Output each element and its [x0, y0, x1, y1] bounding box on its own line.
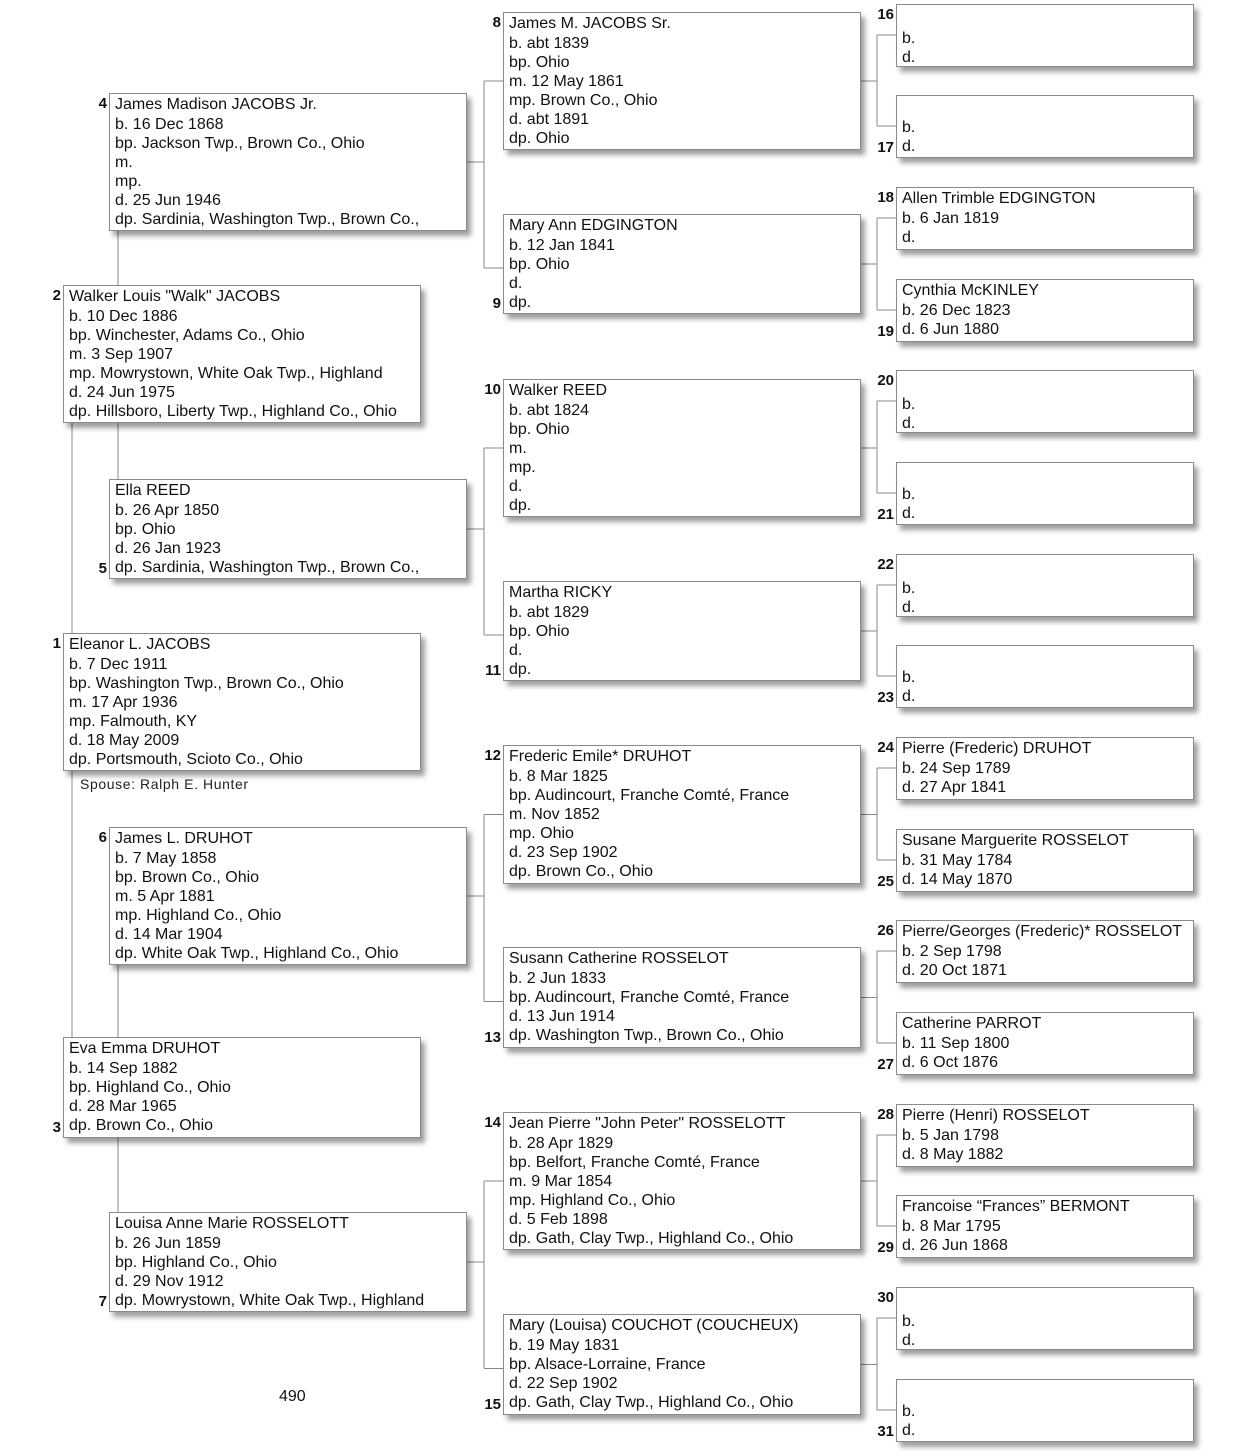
person-name: Frederic Emile* DRUHOT — [509, 748, 692, 765]
person-name: Louisa Anne Marie ROSSELOTT — [115, 1215, 349, 1232]
person-name: Walker Louis "Walk" JACOBS — [69, 288, 281, 305]
person-box-19 — [896, 279, 1194, 342]
person-box-13 — [503, 947, 861, 1048]
person-fact: d. 20 Oct 1871 — [902, 962, 1007, 979]
person-fact: mp. Highland Co., Ohio — [115, 907, 282, 924]
person-fact: d. abt 1891 — [509, 111, 590, 128]
person-fact: bp. Washington Twp., Brown Co., Ohio — [69, 675, 344, 692]
person-number: 30 — [877, 1289, 894, 1306]
person-number: 14 — [484, 1114, 501, 1131]
person-fact: bp. Highland Co., Ohio — [69, 1079, 231, 1096]
person-fact: dp. — [509, 497, 532, 514]
person-fact: dp. Ohio — [509, 130, 570, 147]
person-number: 16 — [877, 6, 894, 23]
person-fact: d. 6 Oct 1876 — [902, 1054, 999, 1071]
person-box-21 — [896, 462, 1194, 525]
person-name: Susann Catherine ROSSELOT — [509, 950, 729, 967]
person-fact: b. 7 Dec 1911 — [69, 656, 168, 673]
person-fact: b. 5 Jan 1798 — [902, 1127, 999, 1144]
person-fact: dp. Gath, Clay Twp., Highland Co., Ohio — [509, 1230, 794, 1247]
person-number: 9 — [492, 295, 501, 312]
person-number: 5 — [98, 560, 107, 577]
person-box-14 — [503, 1112, 861, 1250]
person-fact: d. 6 Jun 1880 — [902, 321, 999, 338]
person-number: 22 — [877, 556, 894, 573]
person-number: 24 — [877, 739, 894, 756]
person-fact: d. 18 May 2009 — [69, 732, 180, 749]
person-number: 6 — [98, 829, 107, 846]
person-fact: d. — [509, 642, 523, 659]
person-box-4 — [109, 93, 467, 231]
person-fact: d. — [509, 478, 523, 495]
person-name: Pierre/Georges (Frederic)* ROSSELOT — [902, 923, 1183, 940]
person-fact: d. 28 Mar 1965 — [69, 1098, 177, 1115]
person-number: 2 — [52, 287, 61, 304]
person-box-27 — [896, 1012, 1194, 1075]
person-fact: dp. Brown Co., Ohio — [509, 863, 654, 880]
person-fact: b. 11 Sep 1800 — [902, 1035, 1010, 1052]
person-fact: dp. Brown Co., Ohio — [69, 1117, 214, 1134]
person-box-7 — [109, 1212, 467, 1312]
person-fact: d. 29 Nov 1912 — [115, 1273, 224, 1290]
person-box-15 — [503, 1314, 861, 1415]
person-fact: bp. Ohio — [509, 421, 570, 438]
person-fact: dp. Sardinia, Washington Twp., Brown Co., — [115, 211, 420, 228]
person-fact: d. — [509, 275, 523, 292]
person-fact: d. — [902, 229, 916, 246]
person-fact: b. 7 May 1858 — [115, 850, 217, 867]
person-name: James L. DRUHOT — [115, 830, 253, 847]
person-fact: m. 5 Apr 1881 — [115, 888, 215, 905]
person-fact: dp. White Oak Twp., Highland Co., Ohio — [115, 945, 399, 962]
person-fact: dp. Sardinia, Washington Twp., Brown Co., — [115, 559, 420, 576]
person-number: 29 — [877, 1239, 894, 1256]
person-fact: d. — [902, 1332, 916, 1349]
person-fact: b. 12 Jan 1841 — [509, 237, 615, 254]
person-fact: bp. Audincourt, Franche Comté, France — [509, 787, 790, 804]
person-box-23 — [896, 645, 1194, 708]
person-name: Walker REED — [509, 382, 608, 399]
person-fact: b. — [902, 396, 916, 413]
person-fact: dp. Gath, Clay Twp., Highland Co., Ohio — [509, 1394, 794, 1411]
person-number: 12 — [484, 747, 501, 764]
person-fact: d. — [902, 49, 916, 66]
person-number: 10 — [484, 381, 501, 398]
person-number: 4 — [98, 95, 107, 112]
person-fact: mp. Falmouth, KY — [69, 713, 198, 730]
person-box-28 — [896, 1104, 1194, 1167]
person-name: Mary Ann EDGINGTON — [509, 217, 678, 234]
person-fact: mp. — [115, 173, 142, 190]
person-box-11 — [503, 581, 861, 681]
person-fact: d. 24 Jun 1975 — [69, 384, 175, 401]
person-box-6 — [109, 827, 467, 965]
person-box-12 — [503, 745, 861, 884]
person-fact: d. 25 Jun 1946 — [115, 192, 221, 209]
spouse-note: Spouse: Ralph E. Hunter — [80, 776, 249, 792]
person-fact: d. — [902, 1422, 916, 1439]
person-fact: mp. Brown Co., Ohio — [509, 92, 658, 109]
person-number: 27 — [877, 1056, 894, 1073]
person-number: 13 — [484, 1029, 501, 1046]
person-name: Pierre (Henri) ROSSELOT — [902, 1107, 1090, 1124]
person-number: 19 — [877, 323, 894, 340]
person-fact: d. 14 Mar 1904 — [115, 926, 223, 943]
person-name: Susane Marguerite ROSSELOT — [902, 832, 1129, 849]
person-number: 7 — [98, 1293, 107, 1310]
person-fact: b. — [902, 580, 916, 597]
person-fact: m. — [115, 154, 133, 171]
person-box-17 — [896, 95, 1194, 158]
person-fact: b. — [902, 486, 916, 503]
person-fact: dp. Portsmouth, Scioto Co., Ohio — [69, 751, 303, 768]
person-fact: dp. Mowrystown, White Oak Twp., Highland — [115, 1292, 425, 1309]
person-fact: b. — [902, 30, 916, 47]
person-number: 11 — [485, 662, 501, 679]
person-name: Eleanor L. JACOBS — [69, 636, 211, 653]
person-fact: b. 8 Mar 1795 — [902, 1218, 1001, 1235]
person-fact: d. 8 May 1882 — [902, 1146, 1004, 1163]
person-box-16 — [896, 4, 1194, 67]
person-box-20 — [896, 370, 1194, 433]
person-box-29 — [896, 1195, 1194, 1258]
person-fact: d. 5 Feb 1898 — [509, 1211, 608, 1228]
person-name: James Madison JACOBS Jr. — [115, 96, 317, 113]
person-fact: b. 16 Dec 1868 — [115, 116, 224, 133]
person-name: James M. JACOBS Sr. — [509, 15, 671, 32]
person-box-3 — [63, 1037, 421, 1138]
person-fact: d. — [902, 415, 916, 432]
person-number: 23 — [877, 689, 894, 706]
person-fact: b. 8 Mar 1825 — [509, 768, 608, 785]
person-box-8 — [503, 12, 861, 150]
person-fact: mp. — [509, 459, 536, 476]
person-fact: b. — [902, 669, 916, 686]
person-fact: b. 6 Jan 1819 — [902, 210, 999, 227]
person-fact: d. — [902, 505, 916, 522]
person-name: Ella REED — [115, 482, 191, 499]
person-fact: mp. Mowrystown, White Oak Twp., Highland — [69, 365, 383, 382]
person-fact: b. 26 Jun 1859 — [115, 1235, 221, 1252]
person-fact: d. 26 Jan 1923 — [115, 540, 221, 557]
person-fact: mp. Ohio — [509, 825, 574, 842]
person-fact: bp. Highland Co., Ohio — [115, 1254, 277, 1271]
person-fact: d. 27 Apr 1841 — [902, 779, 1007, 796]
person-number: 8 — [492, 14, 501, 31]
person-box-24 — [896, 737, 1194, 800]
person-fact: b. 26 Dec 1823 — [902, 302, 1011, 319]
person-fact: b. 31 May 1784 — [902, 852, 1013, 869]
person-number: 20 — [877, 372, 894, 389]
person-fact: bp. Ohio — [509, 54, 570, 71]
person-name: Jean Pierre "John Peter" ROSSELOTT — [509, 1115, 786, 1132]
person-box-1 — [63, 633, 421, 771]
person-fact: b. 10 Dec 1886 — [69, 308, 178, 325]
person-fact: d. 23 Sep 1902 — [509, 844, 618, 861]
person-fact: b. 14 Sep 1882 — [69, 1060, 178, 1077]
person-fact: b. 2 Sep 1798 — [902, 943, 1002, 960]
person-name: Cynthia McKINLEY — [902, 282, 1039, 299]
person-fact: bp. Alsace-Lorraine, France — [509, 1356, 706, 1373]
person-number: 15 — [484, 1396, 501, 1413]
person-fact: d. 14 May 1870 — [902, 871, 1013, 888]
page-number: 490 — [279, 1388, 306, 1405]
person-box-31 — [896, 1379, 1194, 1442]
person-fact: b. abt 1839 — [509, 35, 590, 52]
person-fact: bp. Ohio — [509, 623, 570, 640]
person-box-30 — [896, 1287, 1194, 1350]
person-fact: m. 12 May 1861 — [509, 73, 624, 90]
person-fact: dp. Hillsboro, Liberty Twp., Highland Co., Ohio — [69, 403, 397, 420]
person-fact: dp. — [509, 294, 532, 311]
person-fact: m. 9 Mar 1854 — [509, 1173, 613, 1190]
person-name: Catherine PARROT — [902, 1015, 1042, 1032]
person-box-10 — [503, 379, 861, 517]
person-name: Francoise “Frances” BERMONT — [902, 1198, 1130, 1215]
person-name: Martha RICKY — [509, 584, 613, 601]
person-fact: b. abt 1824 — [509, 402, 590, 419]
person-number: 25 — [877, 873, 894, 890]
person-box-26 — [896, 920, 1194, 983]
person-box-5 — [109, 479, 467, 579]
person-fact: d. — [902, 138, 916, 155]
person-fact: b. — [902, 1313, 916, 1330]
person-box-22 — [896, 554, 1194, 617]
person-fact: b. — [902, 1403, 916, 1420]
person-number: 31 — [877, 1423, 894, 1440]
person-name: Mary (Louisa) COUCHOT (COUCHEUX) — [509, 1317, 799, 1334]
person-fact: d. 22 Sep 1902 — [509, 1375, 618, 1392]
person-fact: d. 13 Jun 1914 — [509, 1008, 615, 1025]
person-number: 28 — [877, 1106, 894, 1123]
person-box-2 — [63, 285, 421, 423]
person-fact: b. abt 1829 — [509, 604, 590, 621]
person-fact: bp. Belfort, Franche Comté, France — [509, 1154, 760, 1171]
person-fact: d. — [902, 599, 916, 616]
person-fact: bp. Ohio — [115, 521, 176, 538]
person-number: 1 — [52, 635, 61, 652]
person-number: 17 — [877, 139, 894, 156]
person-number: 21 — [877, 506, 894, 523]
person-fact: m. — [509, 440, 527, 457]
person-fact: b. 2 Jun 1833 — [509, 970, 606, 987]
person-number: 18 — [877, 189, 894, 206]
person-fact: b. 19 May 1831 — [509, 1337, 620, 1354]
person-fact: b. 24 Sep 1789 — [902, 760, 1011, 777]
person-name: Pierre (Frederic) DRUHOT — [902, 740, 1092, 757]
person-fact: d. 26 Jun 1868 — [902, 1237, 1008, 1254]
person-fact: dp. Washington Twp., Brown Co., Ohio — [509, 1027, 784, 1044]
person-box-25 — [896, 829, 1194, 892]
person-box-18 — [896, 187, 1194, 250]
person-fact: d. — [902, 688, 916, 705]
person-fact: mp. Highland Co., Ohio — [509, 1192, 676, 1209]
person-fact: bp. Ohio — [509, 256, 570, 273]
person-fact: m. 3 Sep 1907 — [69, 346, 174, 363]
person-name: Eva Emma DRUHOT — [69, 1040, 221, 1057]
person-fact: m. Nov 1852 — [509, 806, 600, 823]
person-fact: bp. Jackson Twp., Brown Co., Ohio — [115, 135, 365, 152]
person-fact: bp. Winchester, Adams Co., Ohio — [69, 327, 305, 344]
person-fact: bp. Audincourt, Franche Comté, France — [509, 989, 790, 1006]
person-number: 3 — [52, 1119, 61, 1136]
person-fact: dp. — [509, 661, 532, 678]
person-box-9 — [503, 214, 861, 314]
person-fact: bp. Brown Co., Ohio — [115, 869, 260, 886]
person-number: 26 — [877, 922, 894, 939]
person-fact: m. 17 Apr 1936 — [69, 694, 178, 711]
person-fact: b. 28 Apr 1829 — [509, 1135, 614, 1152]
person-fact: b. — [902, 119, 916, 136]
person-name: Allen Trimble EDGINGTON — [902, 190, 1096, 207]
person-fact: b. 26 Apr 1850 — [115, 502, 220, 519]
